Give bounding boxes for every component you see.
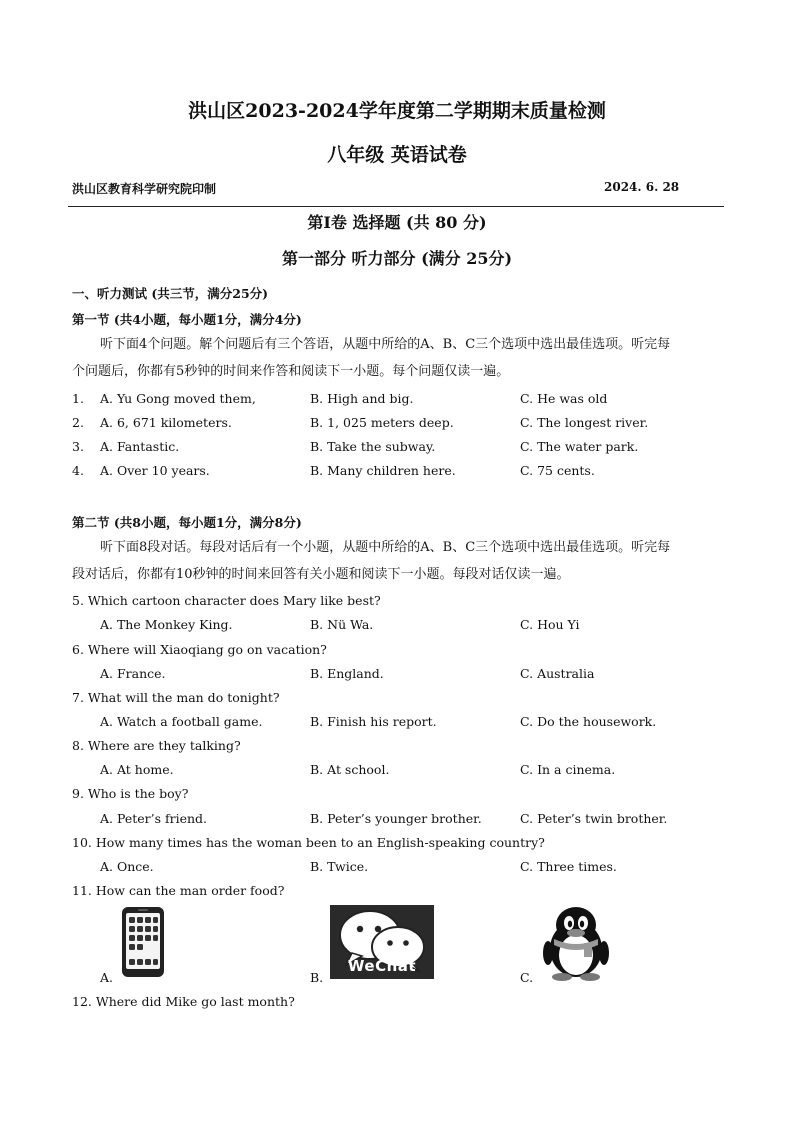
option-b: B. Peter’s younger brother.	[310, 811, 482, 826]
question-number: 4.	[72, 463, 84, 478]
volume-title: 第Ⅰ卷 选择题 (共 80 分)	[307, 213, 487, 232]
section1-instruction: 听下面4个问题。解个问题后有三个答语，从题中所给的A、B、C三个选项中选出最佳选项。听完每	[100, 337, 671, 352]
listening-title: 一、听力测试 (共三节，满分25分)	[72, 286, 269, 301]
option-b: B. Many children here.	[310, 463, 456, 478]
publisher: 洪山区教育科学研究院印制	[72, 182, 217, 196]
option-a: A.	[100, 970, 114, 985]
option-a: A. Fantastic.	[100, 439, 180, 454]
exam-subtitle: 八年级 英语试卷	[327, 144, 467, 166]
option-a: A. 6, 671 kilometers.	[100, 415, 232, 430]
option-b: B. Twice.	[310, 859, 369, 874]
qq-penguin-icon	[540, 905, 612, 981]
section2-instruction: 听下面8段对话。每段对话后有一个小题，从题中所给的A、B、C三个选项中选出最佳选项。听完每	[100, 540, 671, 555]
option-c: C. Australia	[520, 666, 595, 681]
question-stem: 5. Which cartoon character does Mary like best?	[72, 593, 381, 608]
option-c: C.	[520, 970, 534, 985]
section2-title: 第二节 (共8小题，每小题1分，满分8分)	[72, 515, 302, 530]
option-c: C. Peter’s twin brother.	[520, 811, 668, 826]
option-b: B. England.	[310, 666, 384, 681]
option-c: C. He was old	[520, 391, 608, 406]
wechat-logo-text: WeChat	[347, 957, 417, 975]
question-stem: 11. How can the man order food?	[72, 883, 285, 898]
question-number: 1.	[72, 391, 84, 406]
option-b: B. Nü Wa.	[310, 617, 374, 632]
option-c: C. In a cinema.	[520, 762, 616, 777]
option-c: C. 75 cents.	[520, 463, 595, 478]
option-a: A. Yu Gong moved them,	[100, 391, 256, 406]
option-c: C. Hou Yi	[520, 617, 580, 632]
option-b: B. High and big.	[310, 391, 414, 406]
exam-date: 2024. 6. 28	[604, 180, 680, 194]
header-divider	[68, 206, 724, 207]
option-b: B. Take the subway.	[310, 439, 436, 454]
question-stem: 12. Where did Mike go last month?	[72, 994, 295, 1009]
section1-title: 第一节 (共4小题，每小题1分，满分4分)	[72, 312, 302, 327]
question-number: 2.	[72, 415, 84, 430]
question-stem: 8. Where are they talking?	[72, 738, 241, 753]
option-b: B. Finish his report.	[310, 714, 437, 729]
option-a: A. Over 10 years.	[100, 463, 210, 478]
question-stem: 6. Where will Xiaoqiang go on vacation?	[72, 642, 327, 657]
option-a: A. Once.	[100, 859, 154, 874]
option-a: A. Peter’s friend.	[100, 811, 208, 826]
option-a: A. France.	[100, 666, 166, 681]
option-c: C. The longest river.	[520, 415, 649, 430]
option-c: C. The water park.	[520, 439, 639, 454]
option-a: A. At home.	[100, 762, 174, 777]
option-a: A. Watch a football game.	[100, 714, 263, 729]
option-b: B. 1, 025 meters deep.	[310, 415, 454, 430]
section2-instruction-cont: 段对话后，你都有10秒钟的时间来回答有关小题和阅读下一小题。每段对话仅读一遍。	[72, 567, 570, 582]
option-c: C. Do the housework.	[520, 714, 657, 729]
option-a: A. The Monkey King.	[100, 617, 233, 632]
wechat-logo-icon	[330, 905, 434, 979]
option-c: C. Three times.	[520, 859, 617, 874]
option-b: B.	[310, 970, 324, 985]
exam-title: 洪山区2023-2024学年度第二学期期末质量检测	[188, 100, 606, 122]
smartphone-icon	[120, 905, 166, 979]
question-stem: 7. What will the man do tonight?	[72, 690, 280, 705]
part-title: 第一部分 听力部分 (满分 25分)	[281, 249, 513, 268]
section1-instruction-cont: 个问题后，你都有5秒钟的时间来作答和阅读下一小题。每个问题仅读一遍。	[72, 364, 510, 379]
question-stem: 9. Who is the boy?	[72, 786, 189, 801]
question-stem: 10. How many times has the woman been to an English-speaking country?	[72, 835, 545, 850]
question-number: 3.	[72, 439, 84, 454]
option-b: B. At school.	[310, 762, 390, 777]
